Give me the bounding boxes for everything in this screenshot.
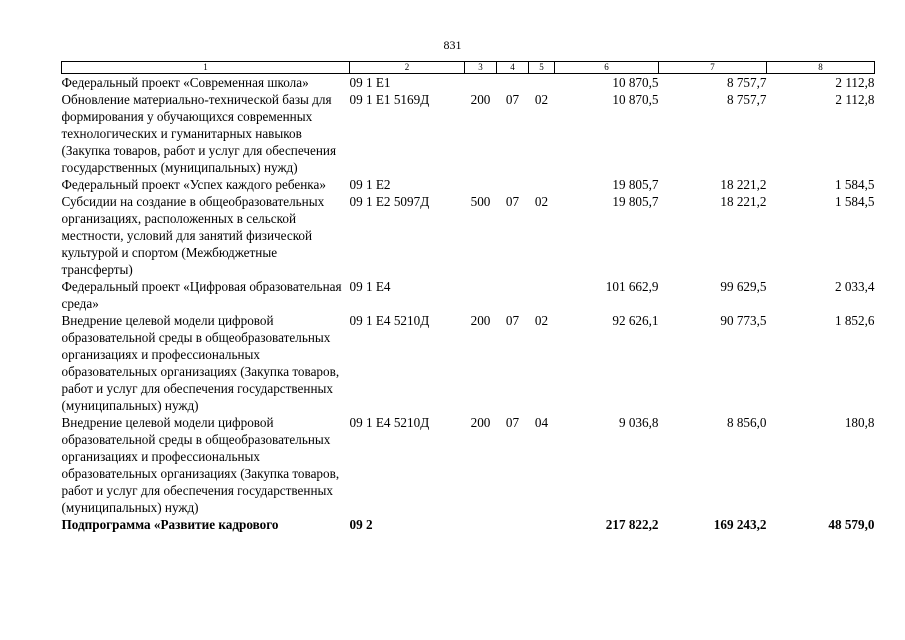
row-expense-type: [465, 74, 497, 92]
row-code: 09 1 E4: [349, 279, 391, 294]
row-section: [497, 176, 529, 193]
row-amount-col8: 2 033,4: [834, 279, 875, 294]
table-body: [62, 74, 875, 534]
row-expense-type: [465, 278, 497, 312]
row-amount-total: 9 036,8: [618, 415, 659, 430]
row-subsection: [529, 516, 555, 533]
row-amount-col8: 2 112,8: [835, 75, 875, 90]
row-amount-col7: 18 221,2: [720, 177, 767, 192]
row-code: 09 1 E4 5210Д: [349, 313, 430, 328]
row-amount-col7: 8 856,0: [726, 415, 767, 430]
row-amount-total: 19 805,7: [612, 177, 659, 192]
row-section: 07: [505, 415, 520, 430]
row-expense-type: 200: [470, 313, 491, 328]
header-col-1: 1: [62, 62, 350, 74]
row-amount-col8: 1 584,5: [834, 177, 875, 192]
row-section: 07: [505, 194, 520, 209]
row-amount-col7: 169 243,2: [713, 517, 767, 532]
row-amount-total: 92 626,1: [612, 313, 659, 328]
table-row: [62, 414, 875, 516]
row-section: 07: [505, 92, 520, 107]
row-expense-type: [465, 516, 497, 533]
row-subsection: [529, 278, 555, 312]
row-amount-col7: 18 221,2: [720, 194, 767, 209]
row-amount-col8: 2 112,8: [835, 92, 875, 107]
row-subsection: 02: [534, 313, 549, 328]
row-section: [497, 278, 529, 312]
header-col-8: 8: [767, 62, 875, 74]
header-col-3: 3: [465, 62, 497, 74]
row-name: Подпрограмма «Развитие кадрового: [61, 517, 279, 532]
header-col-4: 4: [497, 62, 529, 74]
table-row: [62, 193, 875, 278]
row-expense-type: 500: [470, 194, 491, 209]
row-amount-total: 217 822,2: [605, 517, 659, 532]
table-row: [62, 312, 875, 414]
row-name: Федеральный проект «Цифровая образовательная среда»: [61, 279, 342, 311]
table-header-row: [62, 62, 875, 74]
header-col-7: 7: [659, 62, 767, 74]
row-amount-total: 10 870,5: [612, 75, 659, 90]
row-name: Федеральный проект «Успех каждого ребенка»: [61, 177, 326, 192]
table-row: [62, 176, 875, 193]
header-col-2: 2: [350, 62, 465, 74]
row-subsection: [529, 176, 555, 193]
row-section: [497, 516, 529, 533]
row-amount-col8: 48 579,0: [828, 517, 875, 532]
row-code: 09 1 E1: [349, 75, 391, 90]
page-number: 831: [443, 38, 462, 52]
table-row: [62, 516, 875, 533]
row-amount-total: 101 662,9: [605, 279, 659, 294]
row-section: [497, 74, 529, 92]
table-row: [62, 278, 875, 312]
row-name: Обновление материально-технической базы для формирования у обучающихся современных технологических и гуманитарных навыков (Закупка товаров, работ и услуг для обеспечения государственных (муниципальных) нужд): [61, 92, 337, 175]
row-amount-col8: 180,8: [844, 415, 875, 430]
row-code: 09 1 E2 5097Д: [349, 194, 430, 209]
row-amount-col8: 1 852,6: [834, 313, 875, 328]
row-code: 09 1 E4 5210Д: [349, 415, 430, 430]
row-expense-type: 200: [470, 415, 491, 430]
row-name: Федеральный проект «Современная школа»: [61, 75, 309, 90]
row-amount-col7: 99 629,5: [720, 279, 767, 294]
row-amount-col7: 8 757,7: [726, 75, 767, 90]
row-code: 09 1 E1 5169Д: [349, 92, 430, 107]
row-subsection: 02: [534, 194, 549, 209]
table-row: [62, 74, 875, 92]
row-name: Субсидии на создание в общеобразовательных организациях, расположенных в сельской местности, условий для занятий физической культурой и спортом (Межбюджетные трансферты): [61, 194, 325, 277]
row-amount-col7: 8 757,7: [726, 92, 767, 107]
row-amount-total: 10 870,5: [612, 92, 659, 107]
row-subsection: [529, 74, 555, 92]
row-subsection: 02: [534, 92, 549, 107]
row-name: Внедрение целевой модели цифровой образовательной среды в общеобразовательных организациях и профессиональных образовательных организациях (Закупка товаров, работ и услуг для обеспечения государственных (муниципальных) нужд): [61, 313, 340, 413]
header-col-6: 6: [555, 62, 659, 74]
header-col-5: 5: [529, 62, 555, 74]
table-row: [62, 91, 875, 176]
row-name: Внедрение целевой модели цифровой образовательной среды в общеобразовательных организациях и профессиональных образовательных организациях (Закупка товаров, работ и услуг для обеспечения государственных (муниципальных) нужд): [61, 415, 340, 515]
row-code: 09 2: [349, 517, 373, 532]
row-amount-col8: 1 584,5: [834, 194, 875, 209]
row-expense-type: 200: [470, 92, 491, 107]
row-section: 07: [505, 313, 520, 328]
row-subsection: 04: [534, 415, 549, 430]
budget-table: [61, 61, 875, 533]
row-code: 09 1 E2: [349, 177, 391, 192]
row-expense-type: [465, 176, 497, 193]
row-amount-total: 19 805,7: [612, 194, 659, 209]
row-amount-col7: 90 773,5: [720, 313, 767, 328]
